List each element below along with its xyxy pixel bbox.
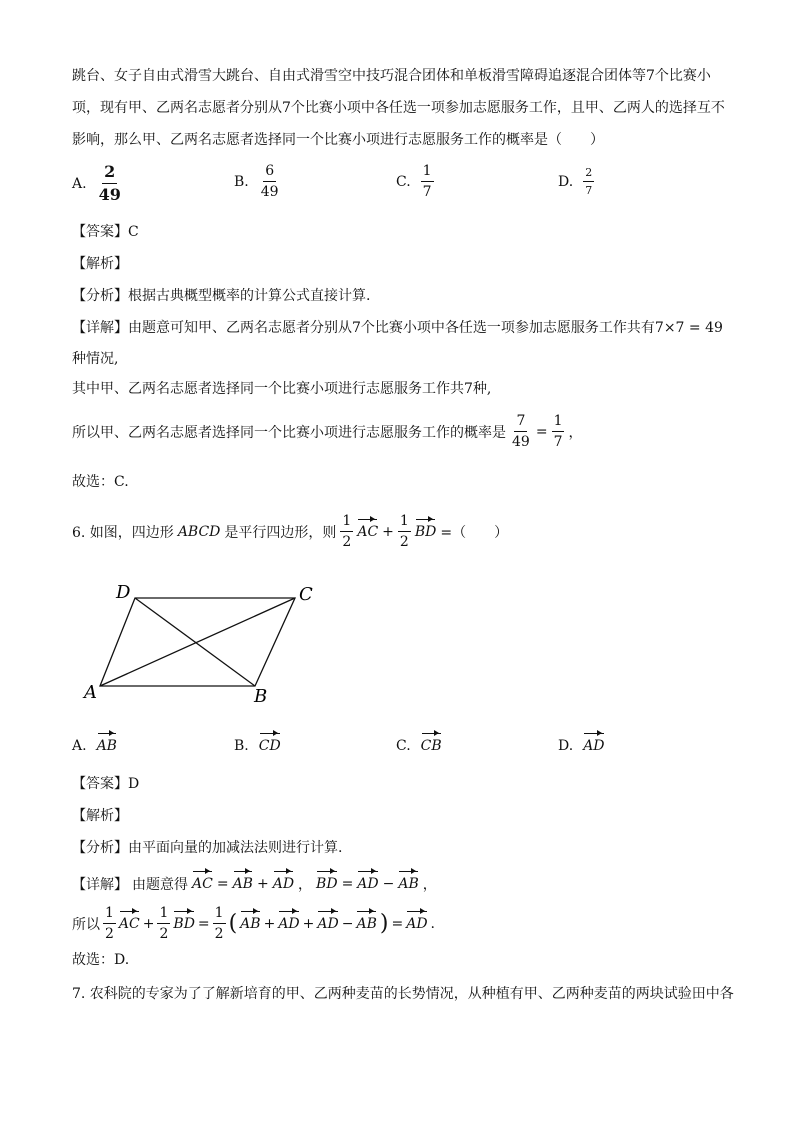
diagonal-bd bbox=[135, 598, 255, 686]
q5-xiangjie-line-1: 【详解】由题意可知甲、乙两名志愿者分别从7个比赛小项中各任选一项参加志愿服务工作共有7×7 = 49 bbox=[72, 320, 723, 336]
q5-guxuan: 故选：C. bbox=[72, 474, 129, 490]
fraction: $\frac{1}{2}$ bbox=[399, 513, 409, 550]
fraction: $\frac{2}{49}$ bbox=[98, 162, 121, 204]
q5-option-a bbox=[72, 164, 123, 203]
option-label: A. bbox=[72, 175, 87, 192]
option-label: C. bbox=[396, 173, 411, 190]
q6-answer: 【答案】D bbox=[72, 776, 140, 792]
fraction: $\frac{1}{2}$ bbox=[342, 513, 352, 550]
q5-stem-line-2: 项，现有甲、乙两名志愿者分别从7个比赛小项中各任选一项参加志愿服务工作，且甲、乙两人的选择互不 bbox=[72, 100, 725, 116]
q6-xiangjie-line-1: 【详解】 由题意得 AC = AB + AD ， BD = AD − AB ， bbox=[72, 876, 437, 893]
q5-option-d bbox=[558, 167, 594, 196]
vector-bd: BD bbox=[414, 523, 437, 540]
q6-option-a: A. AB bbox=[72, 738, 117, 754]
vector-ac: AC bbox=[357, 523, 379, 540]
q6-option-d: D. AD bbox=[558, 738, 605, 754]
q5-xiangjie-line-4: 所以甲、乙两名志愿者选择同一个比赛小项进行志愿服务工作的概率是 $\frac{7}{49}$ = $\frac{1}{7}$ ， bbox=[72, 413, 583, 450]
vertex-label-d: D bbox=[116, 582, 131, 603]
fraction: $\frac{1}{2}$ bbox=[159, 905, 169, 942]
vertex-label-a: A bbox=[84, 682, 97, 703]
q6-fenxi: 【分析】由平面向量的加减法法则进行计算. bbox=[72, 840, 343, 856]
fraction: $\frac{1}{2}$ bbox=[214, 905, 224, 942]
fraction: $\frac{7}{49}$ bbox=[512, 413, 530, 450]
parallelogram-figure bbox=[80, 578, 330, 708]
q7-stem: 7. 农科院的专家为了了解新培育的甲、乙两种麦苗的长势情况，从种植有甲、乙两种麦苗的两块试验田中各 bbox=[72, 986, 734, 1002]
q5-xiangjie-line-3: 其中甲、乙两名志愿者选择同一个比赛小项进行志愿服务工作共7种, bbox=[72, 381, 492, 397]
q6-stem: 6. 如图，四边形 ABCD 是平行四边形，则 $\frac{1}{2}$ AC + $\frac{1}{2}$ BD =（ ） bbox=[72, 513, 509, 550]
fraction: $\frac{1}{2}$ bbox=[105, 905, 114, 942]
q6-option-b: B. CD bbox=[234, 738, 281, 754]
fraction: $\frac{1}{7}$ bbox=[422, 163, 432, 200]
q5-option-c bbox=[396, 164, 434, 199]
vertex-label-b: B bbox=[254, 686, 268, 707]
q5-answer: 【答案】C bbox=[72, 224, 139, 240]
q5-xiangjie-line-2: 种情况, bbox=[72, 351, 119, 367]
q5-fenxi: 【分析】根据古典概型概率的计算公式直接计算. bbox=[72, 288, 371, 304]
q6-option-c: C. CB bbox=[396, 738, 442, 754]
fraction: $\frac{2}{7}$ bbox=[585, 166, 593, 197]
q6-jiexi: 【解析】 bbox=[72, 808, 128, 824]
vertex-label-c: C bbox=[299, 584, 313, 605]
q6-xiangjie-line-2: 所以 $\frac{1}{2}$ AC + $\frac{1}{2}$ BD = $\frac{1}{2}$ ( AB + AD + AD − AB ) = AD . bbox=[72, 905, 435, 942]
fraction: $\frac{6}{49}$ bbox=[260, 163, 279, 200]
q6-guxuan: 故选：D. bbox=[72, 952, 130, 968]
q5-stem-line-3: 影响，那么甲、乙两名志愿者选择同一个比赛小项进行志愿服务工作的概率是（ ） bbox=[72, 132, 604, 148]
option-label: D. bbox=[558, 173, 574, 190]
fraction: $\frac{1}{7}$ bbox=[553, 413, 563, 450]
q5-jiexi: 【解析】 bbox=[72, 256, 128, 272]
q5-option-b bbox=[234, 164, 281, 199]
q5-stem-line-1: 跳台、女子自由式滑雪大跳台、自由式滑雪空中技巧混合团体和单板滑雪障碍追逐混合团体等7个比赛小 bbox=[72, 68, 711, 84]
option-label: B. bbox=[234, 173, 249, 190]
